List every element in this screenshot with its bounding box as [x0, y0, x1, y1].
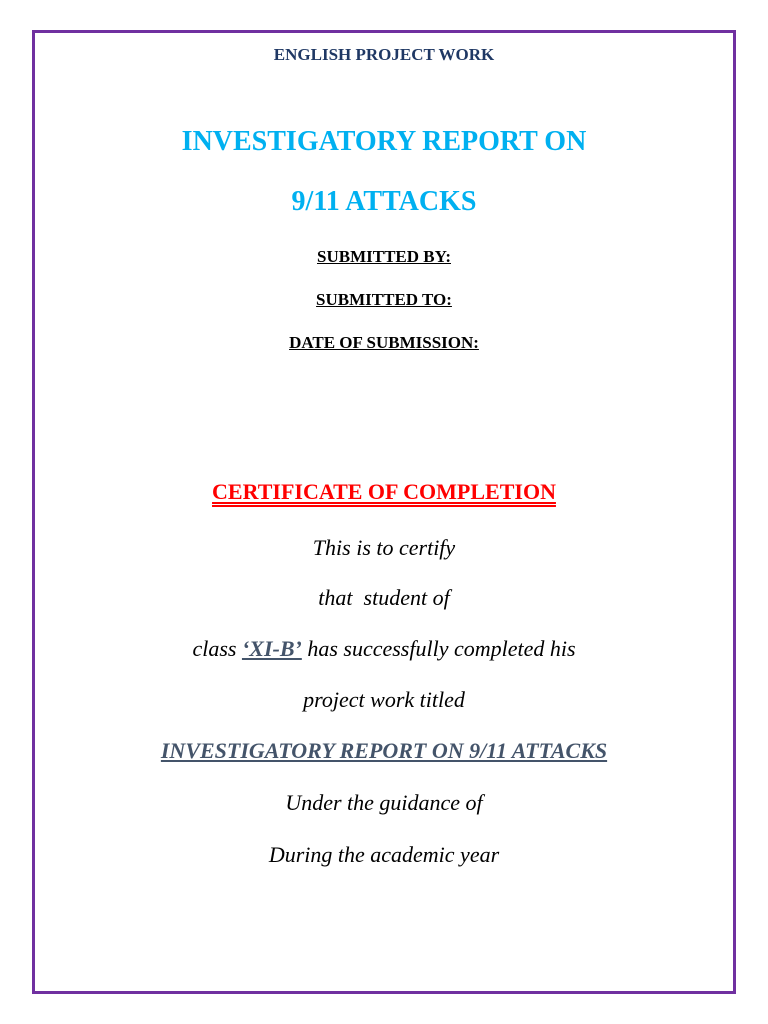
report-title-line-1: INVESTIGATORY REPORT ON	[181, 126, 587, 157]
certificate-line-2: that student of	[318, 585, 450, 610]
class-code: ‘XI-B’	[241, 636, 302, 661]
certificate-line-3-prefix: class	[192, 636, 242, 661]
submitted-to-label: SUBMITTED TO:	[316, 290, 452, 309]
certificate-line-3-suffix: has successfully completed his	[301, 636, 576, 661]
certificate-line-6: Under the guidance of	[285, 790, 483, 815]
certificate-heading: CERTIFICATE OF COMPLETION	[212, 479, 556, 504]
project-header: ENGLISH PROJECT WORK	[273, 45, 495, 64]
certificate-line-7: During the academic year	[268, 842, 500, 867]
certificate-line-3	[0, 636, 768, 662]
certificate-report-title: INVESTIGATORY REPORT ON 9/11 ATTACKS	[160, 738, 608, 763]
report-title-line-2: 9/11 ATTACKS	[291, 186, 477, 217]
certificate-line-4: project work titled	[303, 687, 465, 712]
certificate-line-1: This is to certify	[312, 535, 456, 560]
date-of-submission-label: DATE OF SUBMISSION:	[289, 333, 479, 352]
submitted-by-label: SUBMITTED BY:	[317, 247, 451, 266]
